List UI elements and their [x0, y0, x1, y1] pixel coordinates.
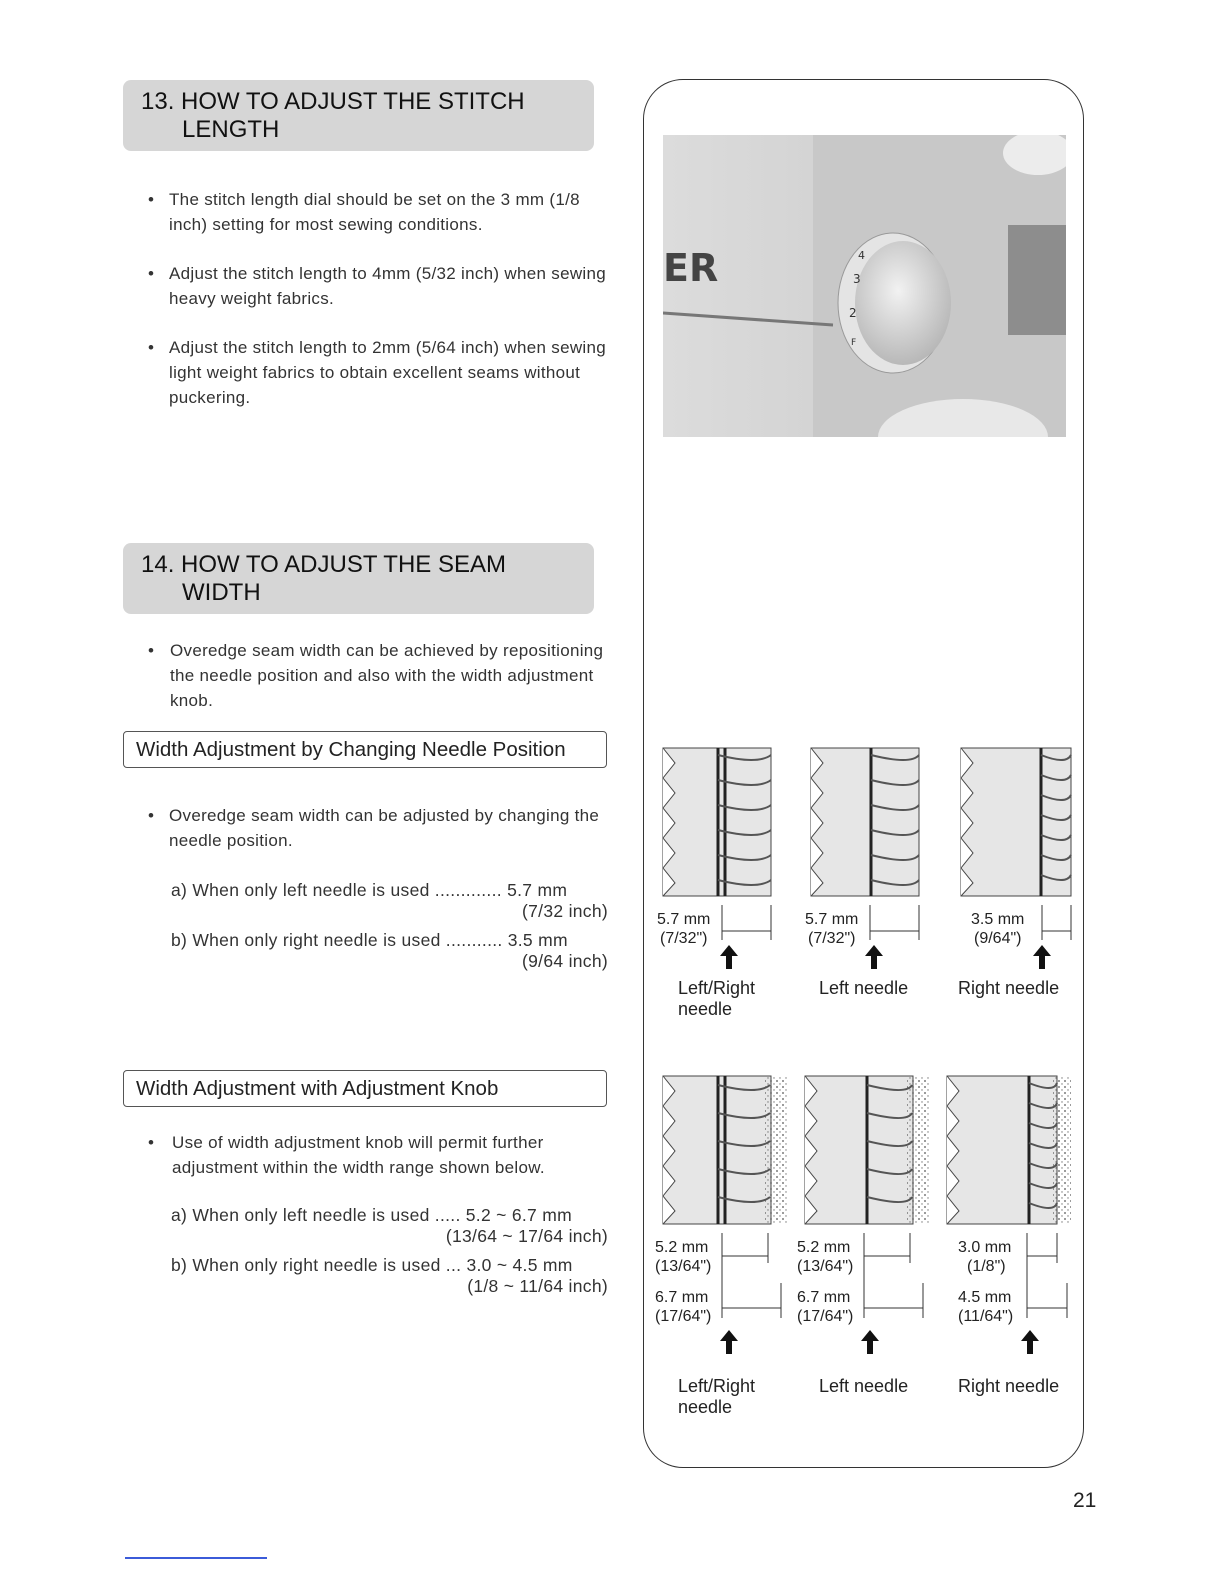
caption-bottom-left: Left needle	[819, 1376, 909, 1396]
spec-knob-b: b) When only right needle is used ... 3.0 ~ 4.5 mm (1/8 ~ 11/64 inch)	[171, 1255, 608, 1296]
caption-top-left: Left needle	[819, 978, 909, 998]
stitch-diagram-knob-left-right	[663, 1076, 787, 1318]
knob-heading: Width Adjustment with Adjustment Knob	[123, 1070, 607, 1107]
bullet-13-1: • The stitch length dial should be set on the 3 mm (1/8 inch) setting for most sewing conditions.	[148, 187, 610, 237]
stitch-length-dial-photo	[663, 135, 1066, 437]
dial-mark-2: 2	[849, 306, 857, 320]
caption-bottom-right: Right needle	[958, 1376, 1060, 1396]
spec-needle-b: b) When only right needle is used ........... 3.5 mm (9/64 inch)	[171, 930, 608, 971]
spec-needle-a: a) When only left needle is used ............. 5.7 mm (7/32 inch)	[171, 880, 608, 921]
bullet-dot: •	[148, 190, 155, 209]
bullet-dot: •	[148, 641, 155, 660]
section-13-title-line2: LENGTH	[182, 116, 280, 143]
footer-line	[125, 1557, 267, 1559]
dial-mark-4: 4	[858, 249, 865, 262]
measure-top-3: 3.5 mm (9/64")	[971, 911, 1025, 947]
bullet-dot: •	[148, 1133, 155, 1152]
section-14-title-line2: WIDTH	[182, 579, 261, 606]
caption-top-right: Right needle	[958, 978, 1060, 998]
dial-mark-f: F	[851, 338, 857, 348]
arrow-up-icon	[1032, 945, 1052, 969]
bullet-13-3: • Adjust the stitch length to 2mm (5/64 inch) when sewing light weight fabrics to obtain excellent seams without puckering.	[148, 335, 610, 410]
measure-bottom-1b: 6.7 mm (17/64")	[655, 1289, 712, 1325]
bullet-dot: •	[148, 806, 155, 825]
caption-top-left-right: Left/Right needle	[678, 978, 756, 1019]
measure-bottom-3: 3.0 mm (1/8")	[958, 1239, 1012, 1275]
bullet-dot: •	[148, 264, 155, 283]
stitch-diagram-knob-left	[805, 1076, 929, 1318]
arrow-up-icon	[1020, 1330, 1040, 1354]
page-number: 21	[1073, 1489, 1097, 1512]
caption-bottom-left-right: Left/Right needle	[678, 1376, 756, 1417]
bullet-needle-position: • Overedge seam width can be adjusted by changing the needle position.	[148, 803, 610, 853]
needle-position-heading: Width Adjustment by Changing Needle Position	[123, 731, 607, 768]
section-14-header	[123, 543, 594, 614]
section-13-header	[123, 80, 594, 151]
stitch-diagram-knob-right	[947, 1076, 1071, 1318]
measure-top-2: 5.7 mm (7/32")	[805, 911, 859, 947]
bullet-dot: •	[148, 338, 155, 357]
measure-bottom-3b: 4.5 mm (11/64")	[958, 1289, 1014, 1325]
arrow-up-icon	[719, 1330, 739, 1354]
stitch-diagram-bottom-row	[655, 1073, 1080, 1328]
brand-fragment: ER	[663, 246, 719, 290]
arrow-up-icon	[860, 1330, 880, 1354]
measure-bottom-2: 5.2 mm (13/64")	[797, 1239, 854, 1275]
spec-knob-a: a) When only left needle is used ..... 5.2 ~ 6.7 mm (13/64 ~ 17/64 inch)	[171, 1205, 608, 1246]
bullet-13-2: • Adjust the stitch length to 4mm (5/32 inch) when sewing heavy weight fabrics.	[148, 261, 610, 311]
dial-mark-3: 3	[853, 272, 861, 286]
section-13-title-line1: 13. HOW TO ADJUST THE STITCH	[141, 88, 525, 115]
bullet-knob: • Use of width adjustment knob will permit further adjustment within the width range shown below.	[148, 1130, 610, 1180]
measure-top-1: 5.7 mm (7/32")	[657, 911, 711, 947]
arrow-up-icon	[864, 945, 884, 969]
bullet-14-intro: • Overedge seam width can be achieved by repositioning the needle position and also with the width adjustment knob.	[148, 638, 610, 713]
arrow-up-icon	[719, 945, 739, 969]
measure-bottom-2b: 6.7 mm (17/64")	[797, 1289, 854, 1325]
section-14-title-line1: 14. HOW TO ADJUST THE SEAM	[141, 551, 506, 578]
measure-bottom-1: 5.2 mm (13/64")	[655, 1239, 712, 1275]
